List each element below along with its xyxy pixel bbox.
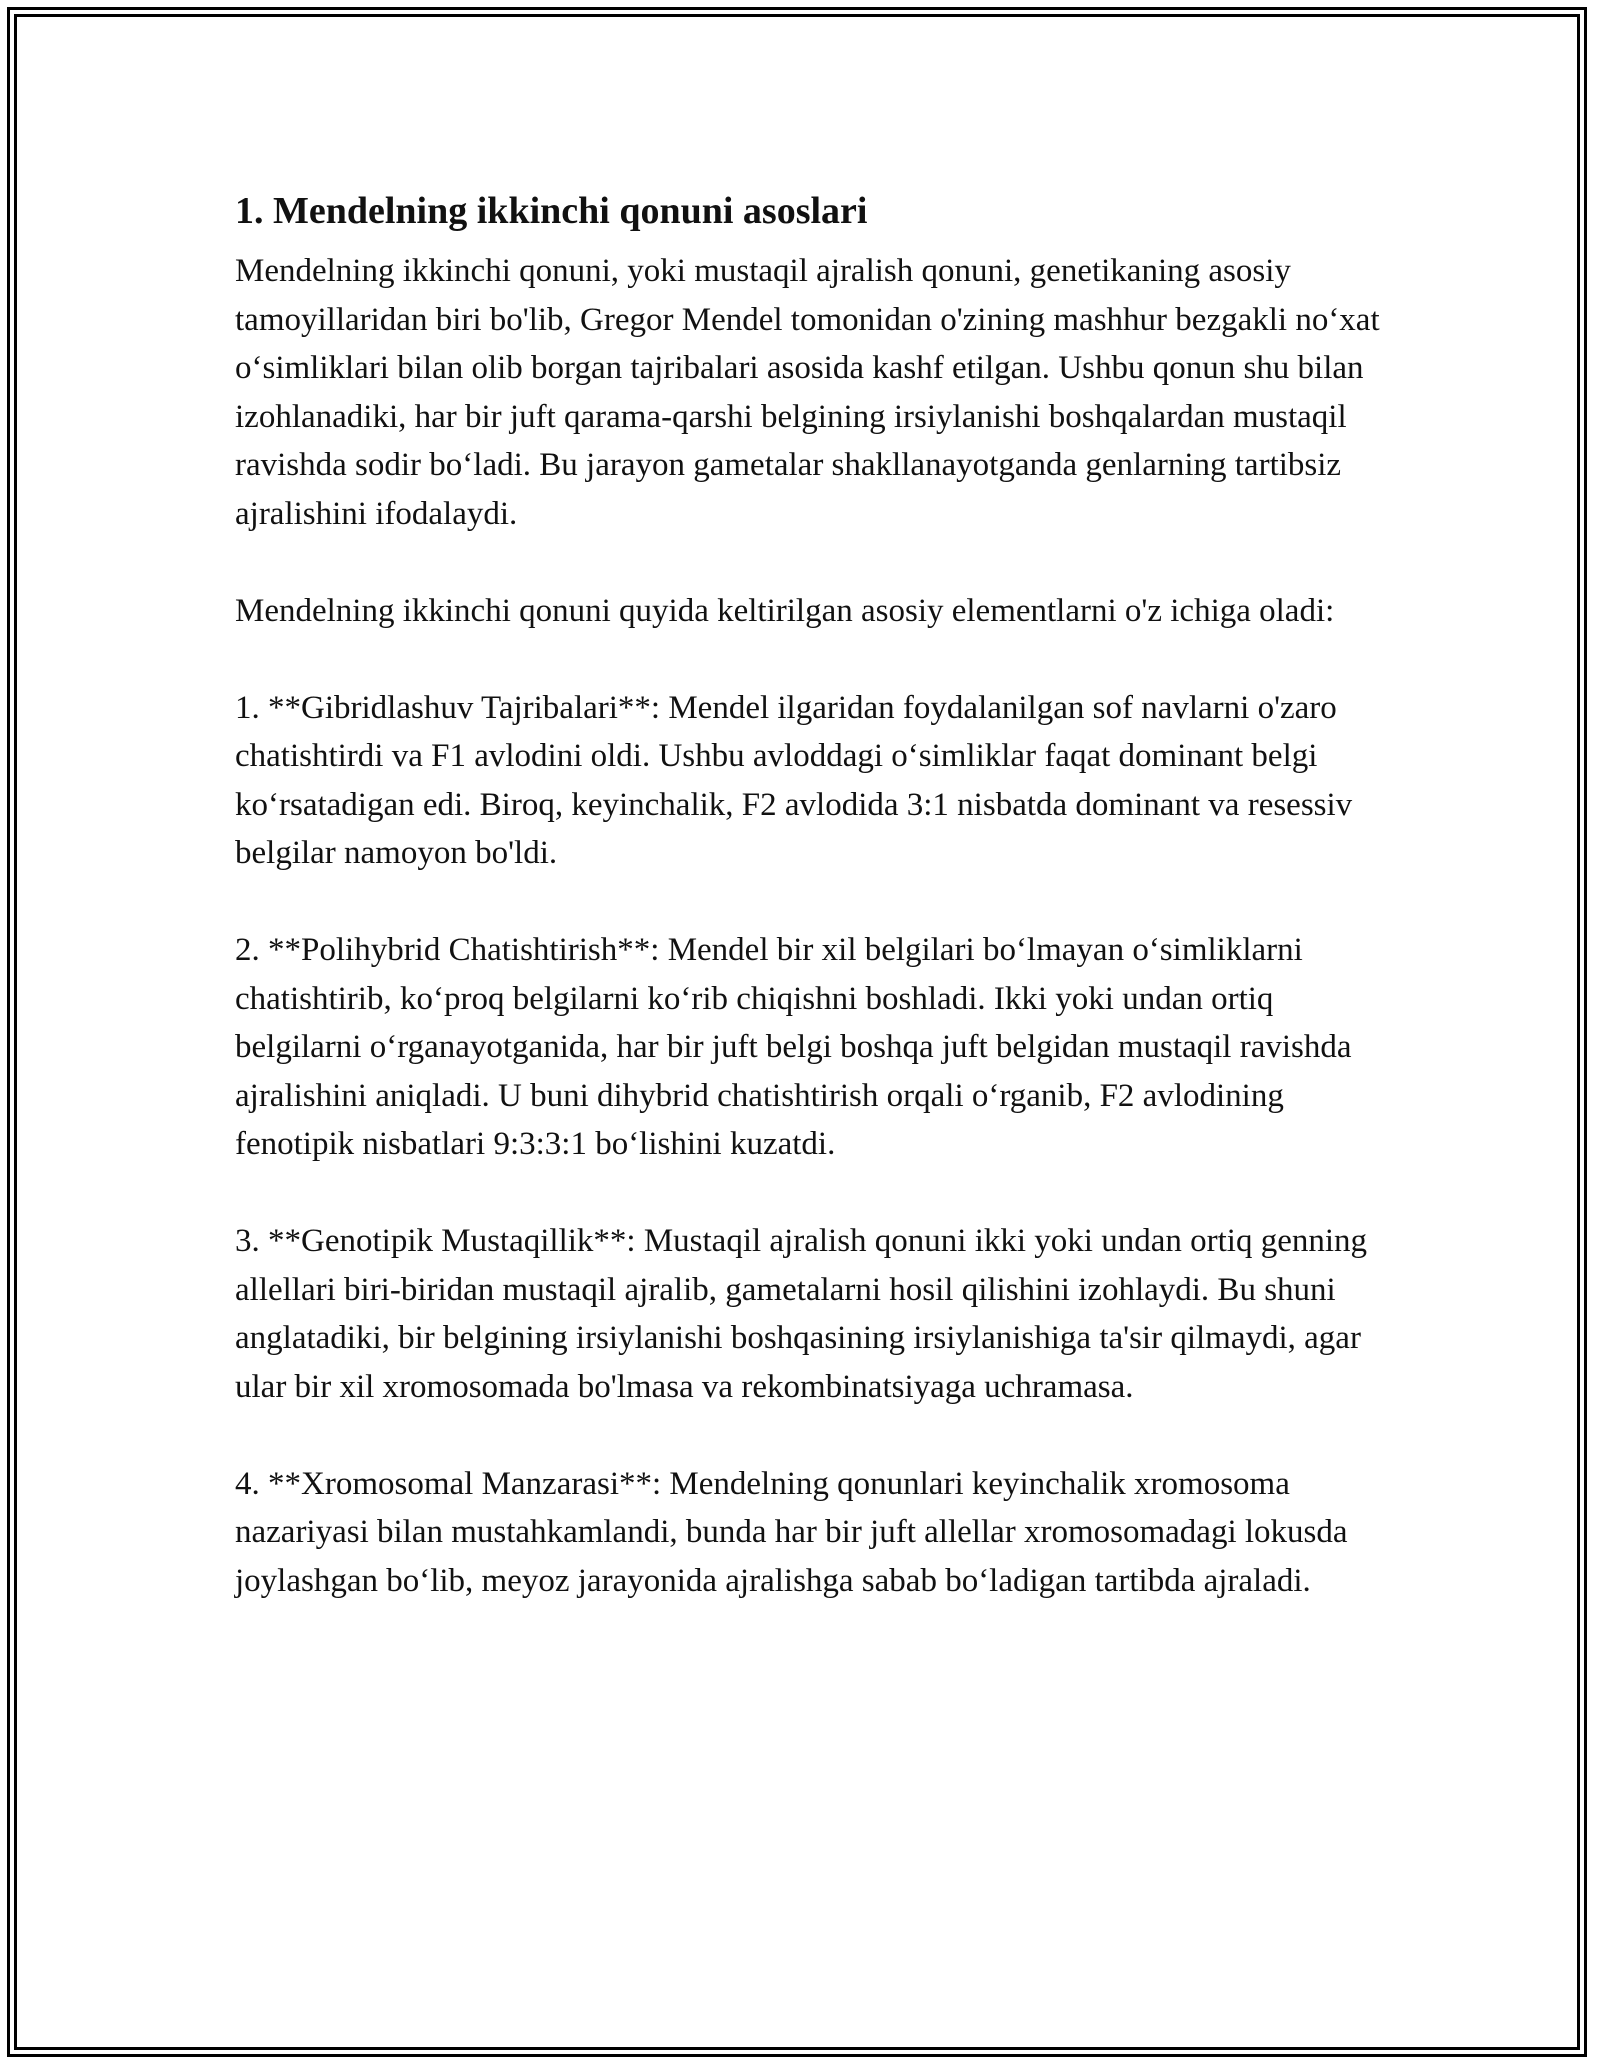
intro-paragraph: Mendelning ikkinchi qonuni, yoki mustaqil ajralish qonuni, genetikaning asosiy tamoyillaridan biri bo'lib, Gregor Mendel tomonidan o'zining mashhur bezgakli no‘xat o‘simliklari bilan olib borgan tajribalari asosida kashf etilgan. Ushbu qonun shu bilan izohlanadiki, har bir juft qarama-qarshi belgining irsiylanishi boshqalardan mustaqil ravishda sodir bo‘ladi. Bu jarayon gametalar shakllanayotganda genlarning tartibsiz ajralishini ifodalaydi. [235, 253, 1380, 532]
section-heading: 1. Mendelning ikkinchi qonuni asoslari [235, 190, 868, 232]
item-polyhybrid-paragraph: 2. **Polihybrid Chatishtirish**: Mendel bir xil belgilari bo‘lmayan o‘simliklarni chatishtirib, ko‘proq belgilarni ko‘rib chiqishni boshladi. Ikki yoki undan ortiq belgilarni o‘rganayotganida, har bir juft belgi boshqa juft belgidan mustaqil ravishda ajralishini aniqladi. U buni dihybrid chatishtirish orqali o‘rganib, F2 avlodining fenotipik nisbatlari 9:3:3:1 bo‘lishini kuzatdi. [235, 932, 1352, 1162]
item-genotypic-independence-paragraph: 3. **Genotipik Mustaqillik**: Mustaqil ajralish qonuni ikki yoki undan ortiq genning allellari biri-biridan mustaqil ajralib, gametalarni hosil qilishini izohlaydi. Bu shuni anglatadiki, bir belgining irsiylanishi boshqasining irsiylanishiga ta'sir qilmaydi, agar ular bir xil xromosomada bo'lmasa va rekombinatsiyaga uchramasa. [235, 1223, 1368, 1405]
item-chromosomal-paragraph: 4. **Xromosomal Manzarasi**: Mendelning qonunlari keyinchalik xromosoma nazariyasi bilan mustahkamlandi, bunda har bir juft allellar xromosomadagi lokusda joylashgan bo‘lib, meyoz jarayonida ajralishga sabab bo‘ladigan tartibda ajraladi. [235, 1465, 1348, 1599]
elements-lead-paragraph: Mendelning ikkinchi qonuni quyida keltirilgan asosiy elementlarni o'z ichiga oladi: [235, 592, 1335, 629]
item-hybridization-paragraph: 1. **Gibridlashuv Tajribalari**: Mendel ilgaridan foydalanilgan sof navlarni o'zaro chatishtirdi va F1 avlodini oldi. Ushbu avloddagi o‘simliklar faqat dominant belgi ko‘rsatadigan edi. Biroq, keyinchalik, F2 avlodida 3:1 nisbatda dominant va resessiv belgilar namoyon bo'ldi. [235, 689, 1353, 871]
document-body [235, 185, 1380, 1605]
